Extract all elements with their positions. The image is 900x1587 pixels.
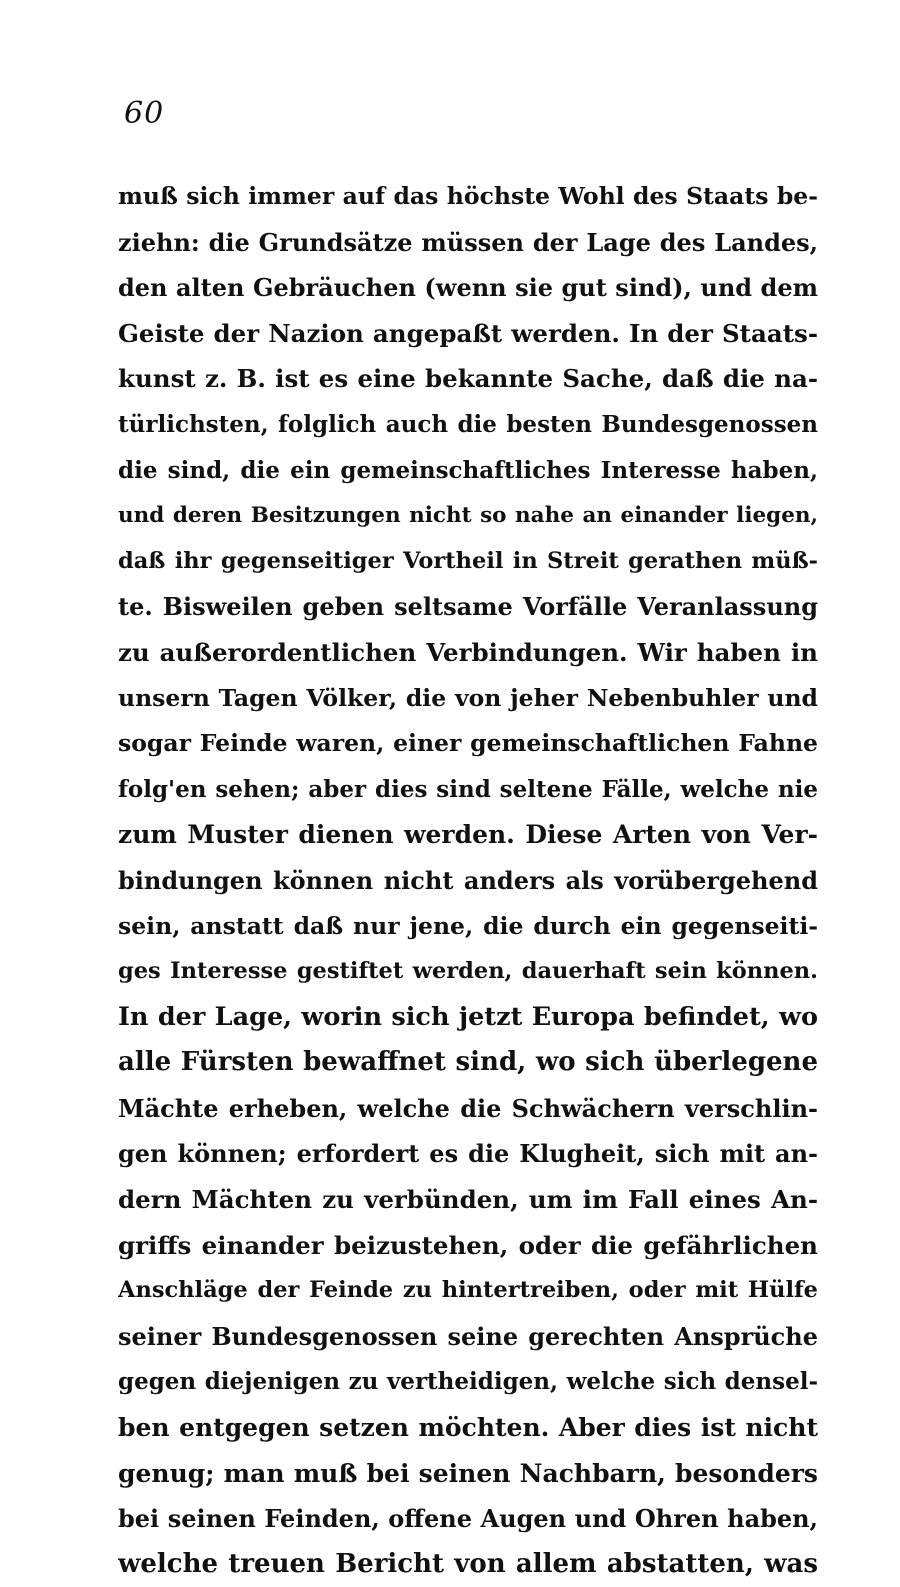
text-line: sogar Feinde waren, einer gemeinschaftlichen Fahne [118,729,818,758]
page-number: 60 [124,96,165,131]
text-line: ziehn: die Grundsätze müssen der Lage des Landes, [118,227,818,257]
text-line: ges Interesse gestiftet werden, dauerhaft sein können. [118,958,818,985]
text-line: gegen diejenigen zu vertheidigen, welche sich densel- [118,1368,818,1396]
text-line: und deren Besitzungen nicht so nahe an einander liegen, [118,503,818,529]
text-line: muß sich immer auf das höchste Wohl des Staats be- [118,182,818,210]
text-line: alle Fürsten bewaffnet sind, wo sich überlegene [118,1047,818,1078]
body-text [118,174,818,1587]
text-line: Geiste der Nazion angepaßt werden. In der Staats- [118,318,818,348]
text-line: bei seinen Feinden, offene Augen und Ohren haben, [118,1504,818,1534]
text-line: te. Bisweilen geben seltsame Vorfälle Veranlassung [118,592,818,622]
text-line: griffs einander beizustehen, oder die gefährlichen [118,1230,818,1260]
text-line: seiner Bundesgenossen seine gerechten Ansprüche [118,1321,818,1351]
text-line: folg'en sehen; aber dies sind seltene Fälle, welche nie [118,775,818,803]
text-line: zu außerordentlichen Verbindungen. Wir haben in [118,637,818,667]
text-line: welche treuen Bericht von allem abstatten, was [118,1548,818,1579]
text-line: türlichsten, folglich auch die besten Bundesgenossen [118,410,818,438]
text-line: Anschläge der Feinde zu hintertreiben, oder mit Hülfe [118,1277,818,1304]
text-line: In der Lage, worin sich jetzt Europa befindet, wo [118,1001,818,1032]
text-line: Mächte erheben, welche die Schwächern verschlin- [118,1093,818,1123]
text-line: gen können; erfordert es die Klugheit, sich mit an- [118,1139,818,1169]
text-line: kunst z. B. ist es eine bekannte Sache, daß die na- [118,364,818,394]
text-line: unsern Tagen Völker, die von jeher Nebenbuhler und [118,683,818,712]
text-line: sein, anstatt daß nur jene, die durch ein gegenseiti- [118,911,818,940]
text-line: den alten Gebräuchen (wenn sie gut sind), und dem [118,273,818,303]
text-line: genug; man muß bei seinen Nachbarn, besonders [118,1458,818,1488]
text-line: zum Muster dienen werden. Diese Arten von Ver- [118,820,818,850]
text-line: ben entgegen setzen möchten. Aber dies ist nicht [118,1413,818,1443]
text-line: daß ihr gegenseitiger Vortheil in Streit gerathen müß- [118,547,818,574]
text-line: bindungen können nicht anders als vorübergehend [118,865,818,895]
text-line: die sind, die ein gemeinschaftliches Interesse haben, [118,456,818,484]
text-line: dern Mächten zu verbünden, um im Fall eines An- [118,1185,818,1215]
